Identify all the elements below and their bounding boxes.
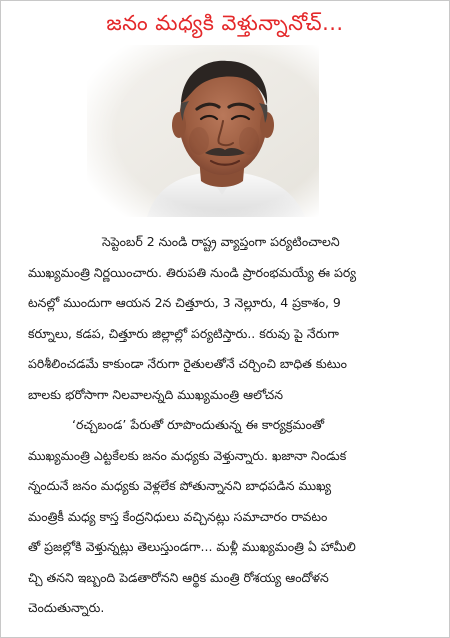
article-line: తో ప్రజల్లోకి వెళ్తున్నట్లు తెలుస్తుండగా... మళ్లీ ముఖ్యమంత్రి ఏ హామీలి: [28, 539, 356, 554]
article-line: మంత్రికీ మధ్య కాస్త కేంద్రనిధులు వచ్చినట్లు సమాచారం రావటం: [28, 508, 328, 524]
article-body: [28, 227, 444, 624]
article-line: బాలకు భరోసాగా నిలవాలన్నది ముఖ్యమంత్రి ఆలోచన: [28, 386, 284, 402]
article-line: చ్చి తనని ఇబ్బంది పెడతారోనని ఆర్థిక మంత్రి రోశయ్య ఆందోళన: [28, 569, 329, 585]
headline: జనం మధ్యకి వెళ్తున్నానోచ్...: [106, 11, 344, 35]
article-line: టనల్లో ముందుగా ఆయన 2న చిత్తూరు, 3 నెల్లూరు, 4 ప్రకాశం, 9: [28, 295, 341, 310]
article-line: చెందుతున్నారు.: [28, 600, 105, 615]
article-line: కర్నూలు, కడప, చిత్తూరు జిల్లాల్లో పర్యటిస్తారు.. కరువు పై నేరుగా: [28, 325, 339, 341]
article-line: ముఖ్యమంత్రి ఎట్టకేలకు జనం మధ్యకు వెళ్తున్నారు. ఖజానా నిండుక: [28, 447, 347, 463]
article-line: న్నందునే జనం మధ్యకు వెళ్లలేక పోతున్నానని బాధపడిన ముఖ్య: [28, 478, 332, 493]
article-line: సెప్టెంబర్ 2 నుండి రాష్ట్ర వ్యాప్తంగా పర్యటించాలని: [102, 234, 340, 249]
portrait-illustration: [87, 45, 319, 217]
portrait-photo: [87, 45, 319, 217]
article-line: ముఖ్యమంత్రి నిర్ణయించారు. తిరుపతి నుండి ప్రారంభమయ్యే ఈ పర్య: [28, 264, 357, 280]
article-line: ‘రచ్చబండ’ పేరుతో రూపొందుతున్న ఈ కార్యక్రమంతో: [72, 417, 325, 432]
article-line: పరిశీలించడమే కాకుండా నేరుగా రైతులతోనే చర్చించి బాధిత కుటుం: [28, 356, 348, 371]
